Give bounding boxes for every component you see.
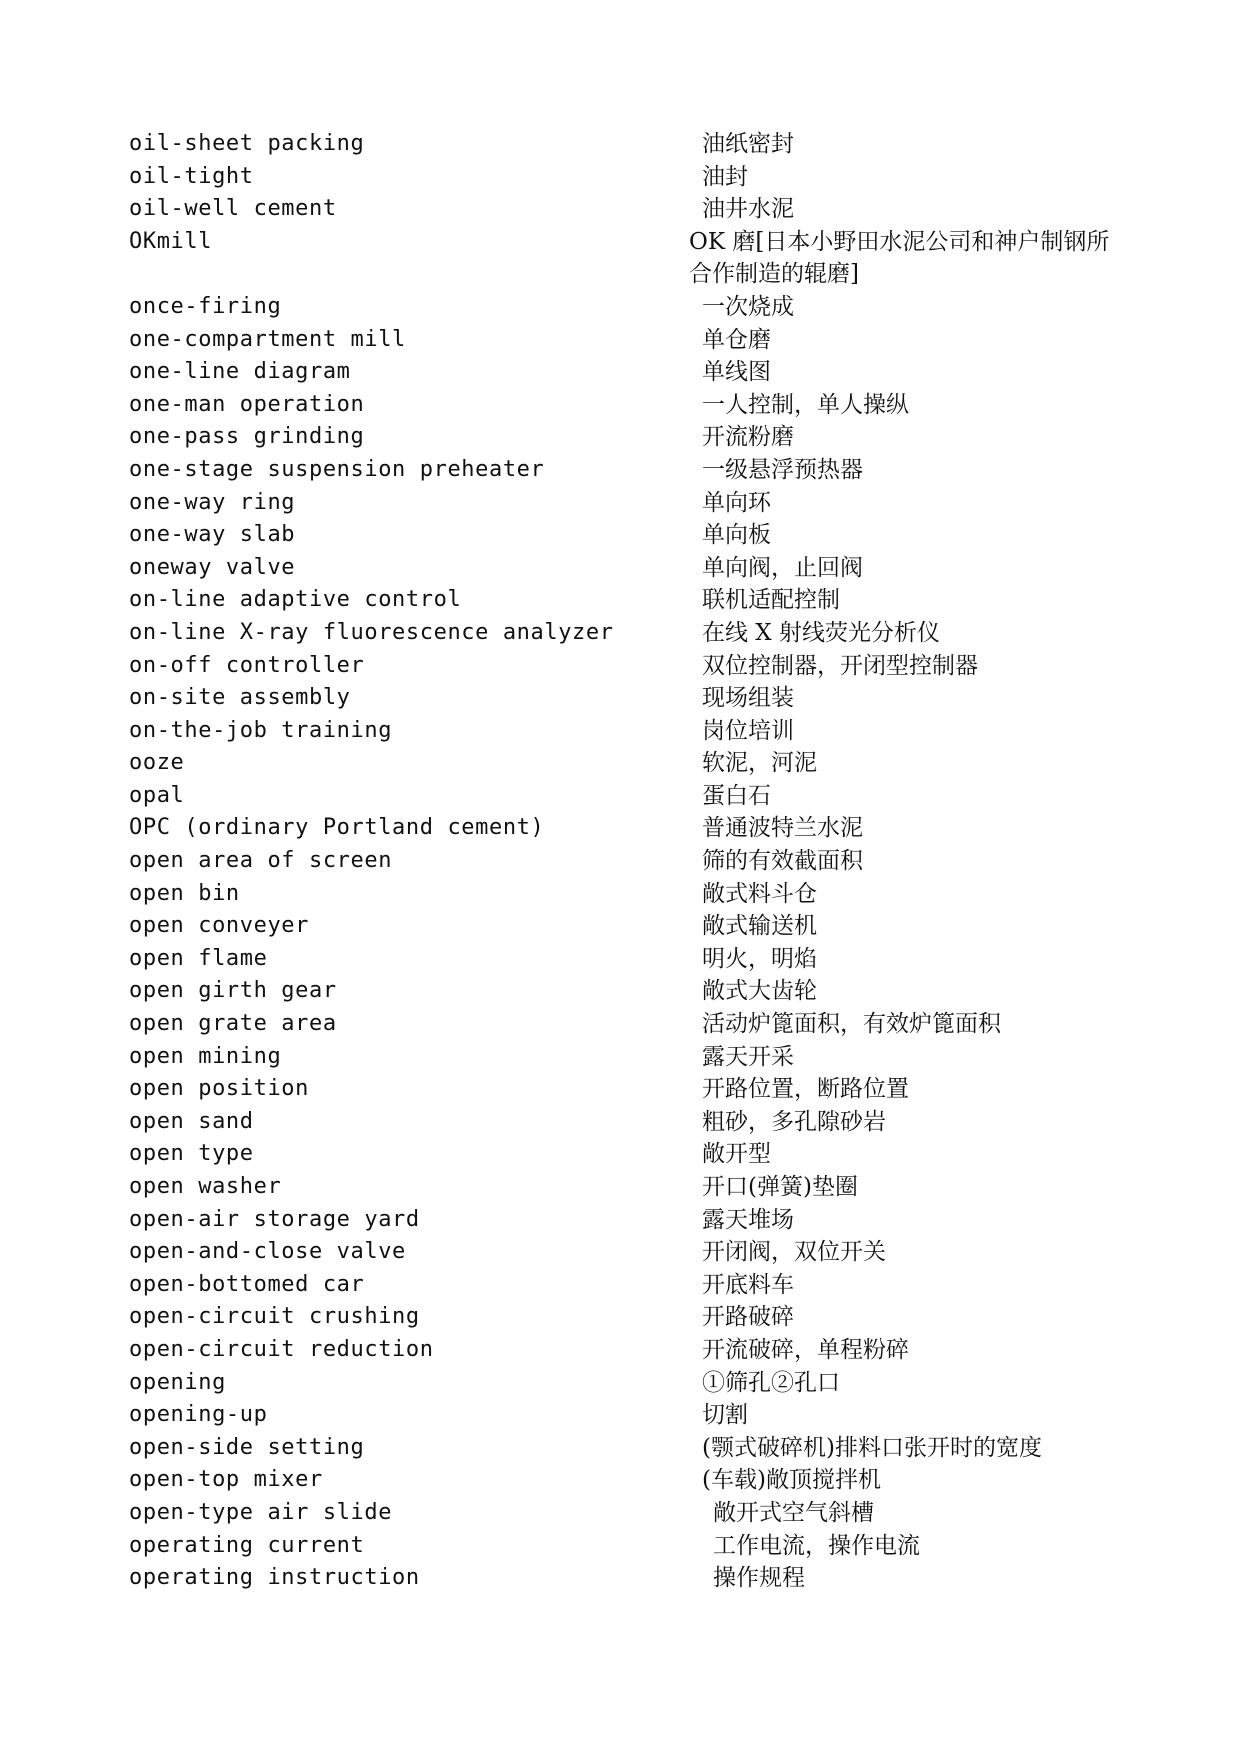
entry-definition: 粗砂，多孔隙砂岩: [702, 1108, 886, 1135]
entry-term: open-circuit crushing: [129, 1304, 420, 1330]
entry-definition: 单仓磨: [702, 326, 771, 353]
glossary-entry: [0, 1432, 1241, 1465]
entry-term: open grate area: [129, 1011, 337, 1037]
entry-definition: 敞式大齿轮: [702, 978, 817, 1005]
entry-definition: 岗位培训: [702, 717, 794, 744]
glossary-entry: [0, 812, 1241, 845]
entry-term: open-circuit reduction: [129, 1336, 434, 1362]
entry-definition: 露天开采: [702, 1043, 794, 1070]
entry-definition: ①筛孔②孔口: [702, 1369, 840, 1396]
entry-term: OKmill: [129, 228, 213, 254]
glossary-entry: [0, 226, 1241, 291]
entry-definition: 双位控制器，开闭型控制器: [702, 652, 978, 679]
entry-definition: 开闭阀，双位开关: [702, 1239, 886, 1266]
glossary-entry: [0, 193, 1241, 226]
glossary-entry: [0, 1171, 1241, 1204]
entry-term: opening: [129, 1369, 226, 1395]
entry-term: on-line adaptive control: [129, 587, 462, 613]
entry-term: open mining: [129, 1043, 282, 1069]
glossary-entry: [0, 878, 1241, 911]
entry-definition: 一人控制，单人操纵: [702, 391, 909, 418]
entry-term: open conveyer: [129, 913, 309, 939]
glossary-entry: [0, 975, 1241, 1008]
glossary-entry: [0, 1204, 1241, 1237]
entry-term: open-air storage yard: [129, 1206, 420, 1232]
entry-term: opal: [129, 782, 185, 808]
glossary-entry: [0, 389, 1241, 422]
entry-definition: 单向板: [702, 522, 771, 549]
entry-term: open-top mixer: [129, 1467, 323, 1493]
entry-term: open-side setting: [129, 1434, 365, 1460]
entry-definition: 单向环: [702, 489, 771, 516]
entry-definition: 操作规程: [713, 1565, 805, 1592]
entry-definition: 油纸密封: [702, 131, 794, 157]
entry-definition: 敞式输送机: [702, 913, 817, 940]
entry-term: oil-well cement: [129, 196, 337, 222]
entry-definition: OK 磨[日本小野田水泥公司和神户制钢所合作制造的辊磨]: [689, 228, 1110, 288]
entry-term: open-type air slide: [129, 1499, 393, 1525]
entry-definition: 油井水泥: [702, 196, 794, 223]
glossary-entry: [0, 715, 1241, 748]
entry-term: once-firing: [129, 293, 282, 319]
glossary-entry: [0, 617, 1241, 650]
entry-definition: 开流破碎，单程粉碎: [702, 1336, 909, 1363]
entry-definition: (颚式破碎机)排料口张开时的宽度: [702, 1434, 1042, 1461]
entry-term: open washer: [129, 1174, 282, 1199]
entry-definition: 敞开式空气斜槽: [713, 1499, 874, 1526]
glossary-entry: [0, 1367, 1241, 1400]
entry-term: oil-sheet packing: [129, 131, 365, 156]
entry-definition: 切割: [702, 1402, 748, 1429]
glossary-entry: [0, 128, 1241, 161]
entry-definition: 活动炉篦面积，有效炉篦面积: [702, 1011, 1001, 1038]
entry-term: open-and-close valve: [129, 1239, 406, 1265]
entry-definition: 工作电流，操作电流: [713, 1532, 920, 1559]
glossary-entry: [0, 910, 1241, 943]
entry-term: on-site assembly: [129, 685, 351, 711]
entry-definition: 明火，明焰: [702, 945, 817, 972]
entry-definition: 开路破碎: [702, 1304, 794, 1331]
entry-definition: 联机适配控制: [702, 587, 840, 614]
glossary-entry: [0, 1041, 1241, 1074]
entry-definition: 蛋白石: [702, 782, 771, 809]
entry-term: one-stage suspension preheater: [129, 456, 545, 482]
entry-definition: 在线 X 射线荧光分析仪: [702, 619, 940, 646]
entry-term: one-line diagram: [129, 359, 351, 385]
glossary-entry: [0, 356, 1241, 389]
glossary-entry: [0, 943, 1241, 976]
entry-term: operating current: [129, 1532, 365, 1558]
glossary-entry: [0, 780, 1241, 813]
glossary-entry: [0, 454, 1241, 487]
glossary-entry: [0, 1399, 1241, 1432]
entry-definition: 开路位置，断路位置: [702, 1076, 909, 1103]
entry-definition: 敞式料斗仓: [702, 880, 817, 907]
entry-definition: 开口(弹簧)垫圈: [702, 1174, 858, 1200]
entry-definition: 油封: [702, 163, 748, 190]
glossary-entry: [0, 845, 1241, 878]
entry-term: open girth gear: [129, 978, 337, 1004]
glossary-entry: [0, 519, 1241, 552]
entry-term: on-off controller: [129, 652, 365, 678]
entry-term: one-pass grinding: [129, 424, 365, 450]
entry-term: on-the-job training: [129, 717, 393, 743]
entry-term: on-line X-ray fluorescence analyzer: [129, 619, 614, 645]
glossary-entry: [0, 1464, 1241, 1497]
entry-term: one-man operation: [129, 391, 365, 417]
entry-term: operating instruction: [129, 1565, 420, 1591]
entry-term: open flame: [129, 945, 268, 971]
glossary-entry: [0, 682, 1241, 715]
glossary-entry: [0, 161, 1241, 194]
entry-term: open bin: [129, 880, 240, 906]
entry-definition: 软泥，河泥: [702, 750, 817, 777]
glossary-entry: [0, 421, 1241, 454]
glossary-entry: [0, 1334, 1241, 1367]
glossary-entry: [0, 1236, 1241, 1269]
entry-definition: 筛的有效截面积: [702, 848, 863, 875]
glossary-entry: [0, 650, 1241, 683]
glossary-entry: [0, 1073, 1241, 1106]
entry-term: one-way slab: [129, 522, 296, 548]
entry-term: OPC (ordinary Portland cement): [129, 815, 545, 841]
entry-definition: 露天堆场: [702, 1206, 794, 1233]
entry-term: opening-up: [129, 1402, 268, 1428]
entry-definition: 开流粉磨: [702, 424, 794, 451]
entry-term: oil-tight: [129, 163, 254, 189]
entry-definition: 一级悬浮预热器: [702, 456, 863, 483]
glossary-entry: [0, 1530, 1241, 1563]
entry-term: open area of screen: [129, 848, 393, 874]
glossary-entry: [0, 1269, 1241, 1302]
entry-term: one-way ring: [129, 489, 296, 515]
entry-term: one-compartment mill: [129, 326, 406, 352]
entry-definition: 敞开型: [702, 1141, 771, 1168]
glossary-entry: [0, 552, 1241, 585]
entry-term: open sand: [129, 1108, 254, 1134]
entry-definition: 单向阀，止回阀: [702, 554, 863, 581]
entry-term: open-bottomed car: [129, 1271, 365, 1297]
glossary-list: [0, 128, 1241, 1595]
glossary-entry: [0, 1106, 1241, 1139]
entry-definition: (车载)敞顶搅拌机: [702, 1467, 881, 1494]
glossary-entry: [0, 1008, 1241, 1041]
entry-term: ooze: [129, 750, 185, 776]
glossary-entry: [0, 487, 1241, 520]
glossary-entry: [0, 291, 1241, 324]
glossary-entry: [0, 747, 1241, 780]
entry-term: open type: [129, 1141, 254, 1167]
glossary-entry: [0, 1562, 1241, 1595]
entry-definition: 普通波特兰水泥: [702, 815, 863, 842]
entry-definition: 现场组装: [702, 685, 794, 712]
entry-definition: 单线图: [702, 359, 771, 386]
glossary-entry: [0, 1497, 1241, 1530]
glossary-entry: [0, 584, 1241, 617]
glossary-entry: [0, 324, 1241, 357]
entry-definition: 开底料车: [702, 1271, 794, 1298]
glossary-entry: [0, 1301, 1241, 1334]
entry-term: open position: [129, 1076, 309, 1102]
entry-definition: 一次烧成: [702, 293, 794, 320]
glossary-entry: [0, 1138, 1241, 1171]
entry-term: oneway valve: [129, 554, 296, 580]
